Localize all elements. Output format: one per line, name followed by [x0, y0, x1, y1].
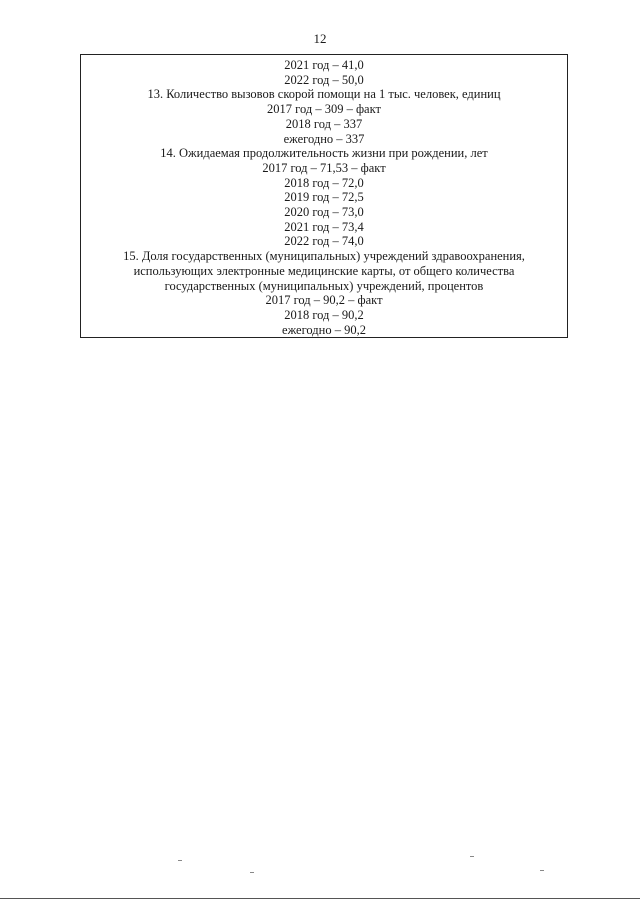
bottom-rule: [0, 898, 640, 899]
indicator-13-title: 13. Количество вызовов скорой помощи на 1 тыс. человек, единиц: [147, 87, 501, 102]
value-line: 2018 год – 72,0: [284, 175, 364, 190]
value-line: 2019 год – 72,5: [284, 190, 364, 205]
value-line: 2017 год – 309 – факт: [267, 102, 381, 117]
value-line: 2017 год – 71,53 – факт: [262, 160, 386, 175]
value-line: ежегодно – 337: [283, 131, 365, 146]
scan-speck: [178, 860, 182, 861]
value-line: 2017 год – 90,2 – факт: [265, 293, 383, 308]
value-line: 2022 год – 50,0: [284, 72, 364, 87]
value-line: 2018 год – 337: [285, 116, 363, 131]
indicator-14-title: 14. Ожидаемая продолжительность жизни при рождении, лет: [160, 146, 488, 161]
indicator-15-title: государственных (муниципальных) учреждений, процентов: [164, 278, 484, 293]
indicator-table: [80, 54, 568, 338]
value-line: 2021 год – 41,0: [284, 58, 364, 72]
indicator-15-title: 15. Доля государственных (муниципальных) учреждений здравоохранения,: [123, 249, 525, 264]
value-line: 2021 год – 73,4: [284, 219, 364, 234]
value-line: 2022 год – 74,0: [284, 234, 364, 249]
value-line: 2018 год – 90,2: [284, 307, 364, 322]
page-number: 12: [313, 31, 327, 46]
indicator-15-title: использующих электронные медицинские карты, от общего количества: [133, 263, 515, 278]
scan-speck: [250, 872, 254, 873]
value-line: ежегодно – 90,2: [282, 322, 366, 337]
scan-speck: [470, 856, 474, 857]
value-line: 2020 год – 73,0: [284, 205, 364, 220]
scan-speck: [540, 870, 544, 871]
